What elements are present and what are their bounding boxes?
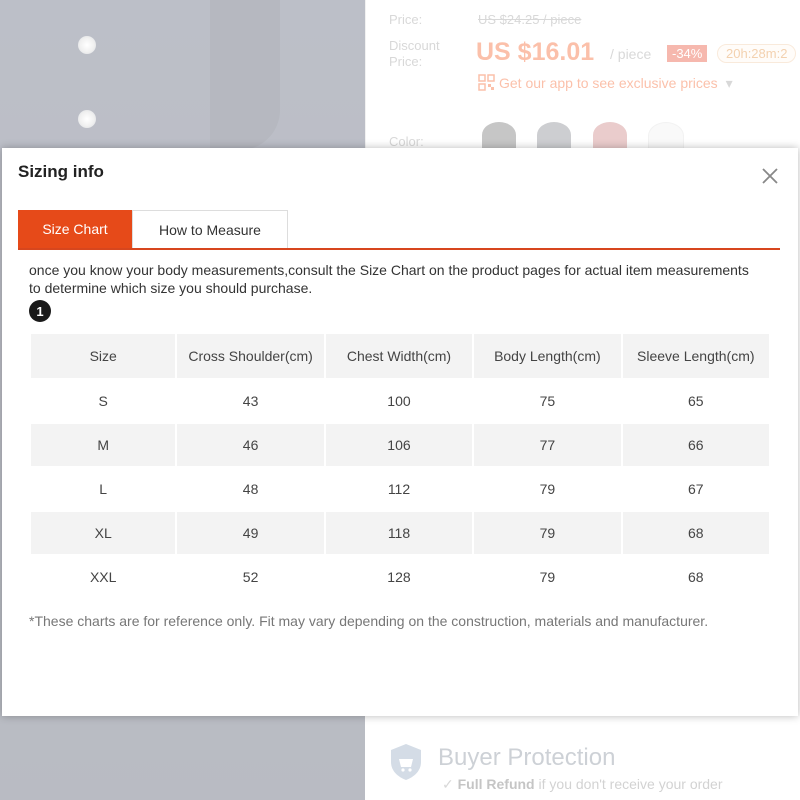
table-cell: 68 <box>623 512 769 554</box>
table-cell: 128 <box>326 556 472 598</box>
table-cell: 65 <box>623 380 769 422</box>
table-row <box>31 380 769 422</box>
table-cell: 79 <box>474 468 620 510</box>
table-cell: 48 <box>177 468 323 510</box>
table-cell: 49 <box>177 512 323 554</box>
table-row <box>31 468 769 510</box>
tab-size-chart[interactable]: Size Chart <box>18 210 132 248</box>
table-cell: 118 <box>326 512 472 554</box>
table-cell: 112 <box>326 468 472 510</box>
column-header: Chest Width(cm) <box>326 334 472 378</box>
table-cell: 68 <box>623 556 769 598</box>
column-header: Size <box>31 334 175 378</box>
table-cell: XXL <box>31 556 175 598</box>
table-cell: L <box>31 468 175 510</box>
table-cell: 79 <box>474 512 620 554</box>
close-button[interactable] <box>757 163 783 189</box>
table-cell: 66 <box>623 424 769 466</box>
table-header-row <box>31 334 769 378</box>
table-cell: 100 <box>326 380 472 422</box>
table-cell: 67 <box>623 468 769 510</box>
intro-text: once you know your body measurements,consult the Size Chart on the product pages for actual item measurements to determine which size you should purchase. <box>29 262 749 296</box>
table-cell: 106 <box>326 424 472 466</box>
table-cell: XL <box>31 512 175 554</box>
table-row <box>31 512 769 554</box>
footnote: *These charts are for reference only. Fit may vary depending on the construction, materials and manufacturer. <box>29 613 709 629</box>
table-cell: 46 <box>177 424 323 466</box>
size-chart-table <box>29 332 771 600</box>
table-cell: 79 <box>474 556 620 598</box>
table-cell: 75 <box>474 380 620 422</box>
column-header: Cross Shoulder(cm) <box>177 334 323 378</box>
column-header: Sleeve Length(cm) <box>623 334 769 378</box>
table-cell: 52 <box>177 556 323 598</box>
table-row <box>31 424 769 466</box>
column-header: Body Length(cm) <box>474 334 620 378</box>
tab-bar <box>18 210 780 250</box>
step-number-badge: 1 <box>29 300 51 322</box>
close-icon <box>757 163 783 189</box>
table-cell: S <box>31 380 175 422</box>
table-cell: M <box>31 424 175 466</box>
tab-how-to-measure[interactable]: How to Measure <box>132 210 288 248</box>
modal-title: Sizing info <box>18 162 104 181</box>
table-row <box>31 556 769 598</box>
table-cell: 43 <box>177 380 323 422</box>
table-cell: 77 <box>474 424 620 466</box>
